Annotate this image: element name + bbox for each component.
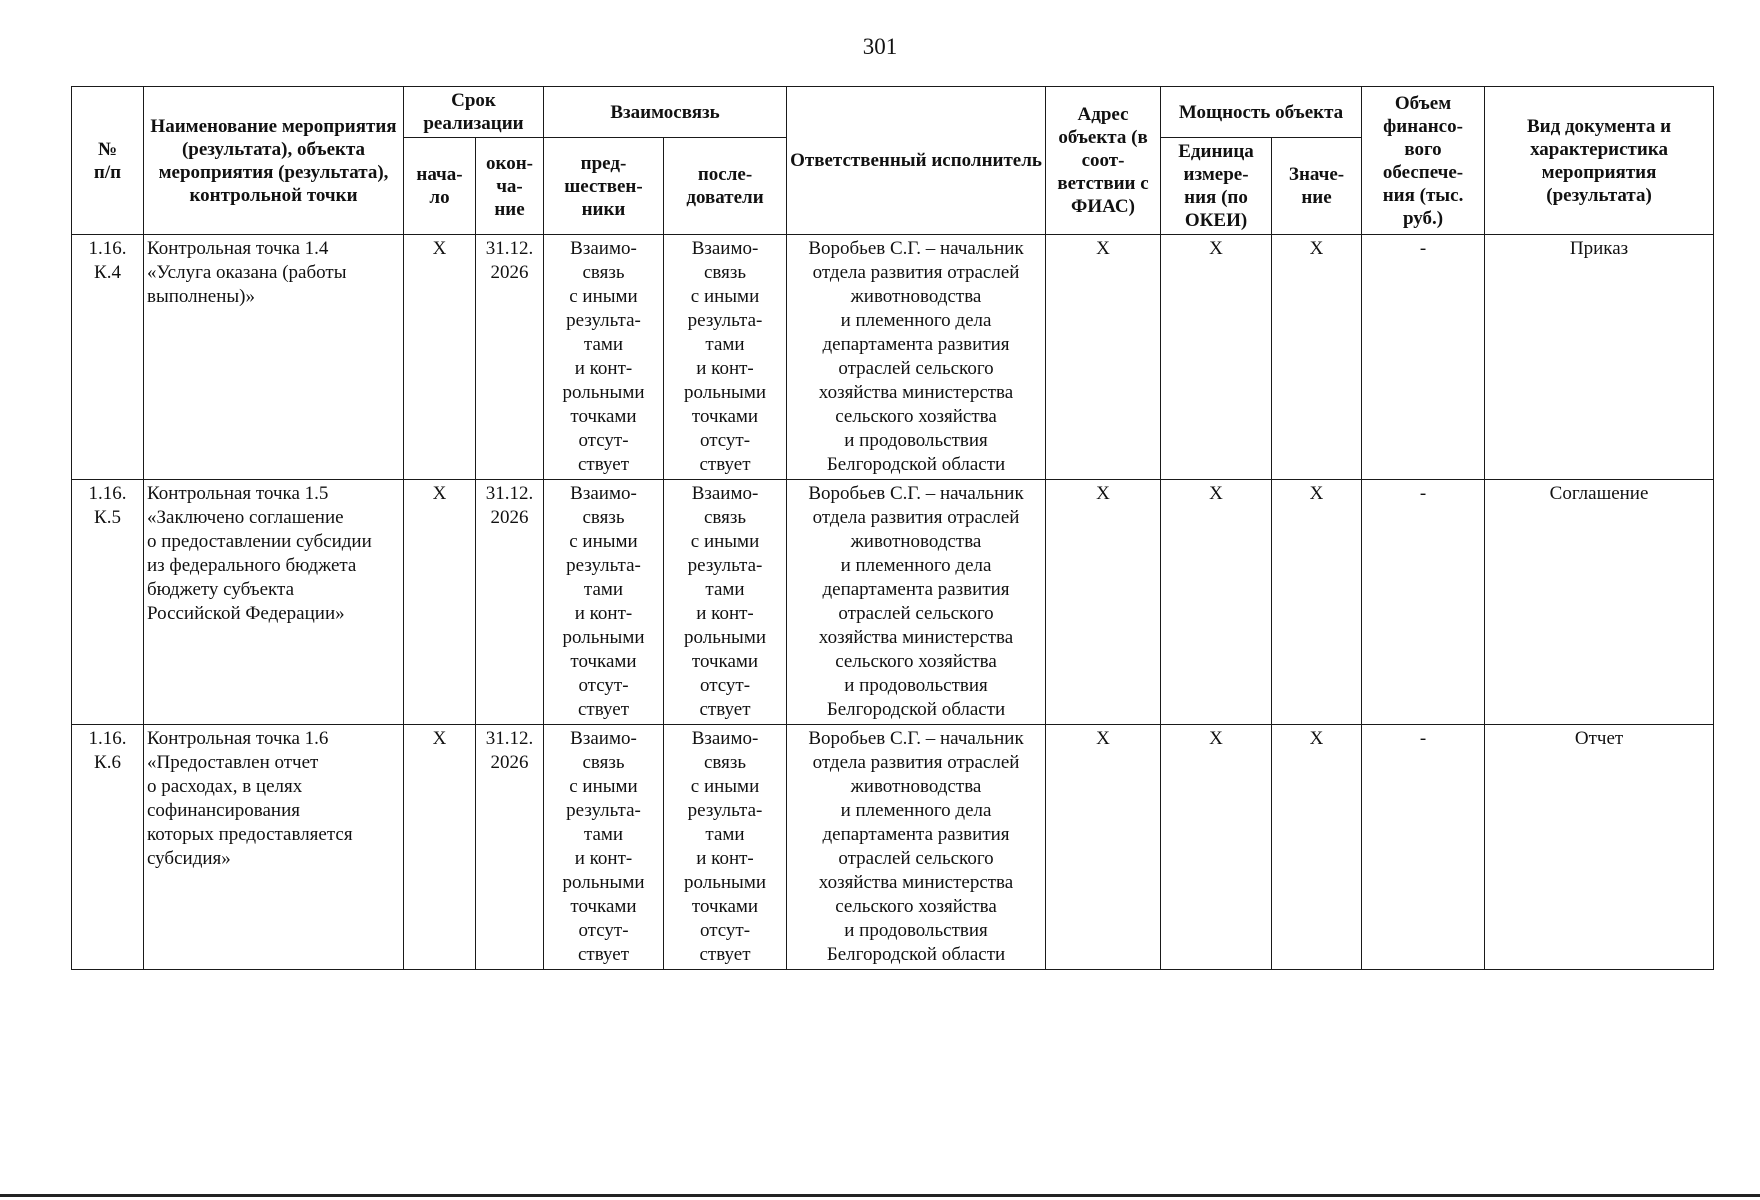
row-predecessors: Взаимо- связь с иными результа- тами и конт- рольными точками отсут- ствует	[544, 480, 664, 725]
header-unit: Единица измере- ния (по ОКЕИ)	[1161, 138, 1272, 235]
row-name: Контрольная точка 1.4 «Услуга оказана (работы выполнены)»	[144, 235, 404, 480]
row-value: Х	[1272, 725, 1362, 970]
row-predecessors: Взаимо- связь с иными результа- тами и конт- рольными точками отсут- ствует	[544, 725, 664, 970]
row-start: Х	[404, 480, 476, 725]
table-row	[72, 235, 1714, 480]
row-name: Контрольная точка 1.6 «Предоставлен отчет о расходах, в целях софинансирования которых предоставляется субсидия»	[144, 725, 404, 970]
header-link: Взаимосвязь	[544, 87, 787, 138]
row-num: 1.16. К.4	[72, 235, 144, 480]
row-address: Х	[1046, 480, 1161, 725]
row-successors: Взаимо- связь с иными результа- тами и конт- рольными точками отсут- ствует	[664, 725, 787, 970]
row-unit: Х	[1161, 725, 1272, 970]
row-successors: Взаимо- связь с иными результа- тами и конт- рольными точками отсут- ствует	[664, 235, 787, 480]
row-unit: Х	[1161, 235, 1272, 480]
page-number: 301	[862, 34, 898, 59]
row-unit: Х	[1161, 480, 1272, 725]
header-address: Адрес объекта (в соот- ветствии с ФИАС)	[1046, 87, 1161, 235]
header-num: № п/п	[72, 87, 144, 235]
page-bottom-rule	[0, 1194, 1760, 1197]
row-end: 31.12. 2026	[476, 235, 544, 480]
header-responsible: Ответственный исполнитель	[787, 87, 1046, 235]
header-funding: Объем финансо- вого обеспече- ния (тыс. руб.)	[1362, 87, 1485, 235]
row-num: 1.16. К.5	[72, 480, 144, 725]
row-name: Контрольная точка 1.5 «Заключено соглашение о предоставлении субсидии из федерального бюджета бюджету субъекта Российской Федерации»	[144, 480, 404, 725]
row-responsible: Воробьев С.Г. – начальник отдела развития отраслей животноводства и племенного дела департамента развития отраслей сельского хозяйства министерства сельского хозяйства и продовольствия Белгородской области	[787, 235, 1046, 480]
header-predecessors: пред- шествен- ники	[544, 138, 664, 235]
row-document: Приказ	[1485, 235, 1714, 480]
table-row	[72, 725, 1714, 970]
row-end: 31.12. 2026	[476, 725, 544, 970]
row-end: 31.12. 2026	[476, 480, 544, 725]
row-funding: -	[1362, 480, 1485, 725]
row-start: Х	[404, 725, 476, 970]
table-row	[72, 480, 1714, 725]
header-name: Наименование мероприятия (результата), объекта мероприятия (результата), контрольной точки	[144, 87, 404, 235]
events-table	[71, 86, 1714, 970]
header-successors: после- дователи	[664, 138, 787, 235]
row-funding: -	[1362, 235, 1485, 480]
header-document: Вид документа и характеристика мероприятия (результата)	[1485, 87, 1714, 235]
row-address: Х	[1046, 725, 1161, 970]
row-document: Соглашение	[1485, 480, 1714, 725]
header-period: Срок реализации	[404, 87, 544, 138]
row-address: Х	[1046, 235, 1161, 480]
row-responsible: Воробьев С.Г. – начальник отдела развития отраслей животноводства и племенного дела департамента развития отраслей сельского хозяйства министерства сельского хозяйства и продовольствия Белгородской области	[787, 480, 1046, 725]
header-end: окон- ча- ние	[476, 138, 544, 235]
row-num: 1.16. К.6	[72, 725, 144, 970]
row-document: Отчет	[1485, 725, 1714, 970]
header-value: Значе- ние	[1272, 138, 1362, 235]
row-value: Х	[1272, 235, 1362, 480]
row-successors: Взаимо- связь с иными результа- тами и конт- рольными точками отсут- ствует	[664, 480, 787, 725]
row-responsible: Воробьев С.Г. – начальник отдела развития отраслей животноводства и племенного дела департамента развития отраслей сельского хозяйства министерства сельского хозяйства и продовольствия Белгородской области	[787, 725, 1046, 970]
row-funding: -	[1362, 725, 1485, 970]
row-start: Х	[404, 235, 476, 480]
table-header	[72, 87, 1714, 235]
header-start: нача- ло	[404, 138, 476, 235]
header-capacity: Мощность объекта	[1161, 87, 1362, 138]
row-predecessors: Взаимо- связь с иными результа- тами и конт- рольными точками отсут- ствует	[544, 235, 664, 480]
row-value: Х	[1272, 480, 1362, 725]
